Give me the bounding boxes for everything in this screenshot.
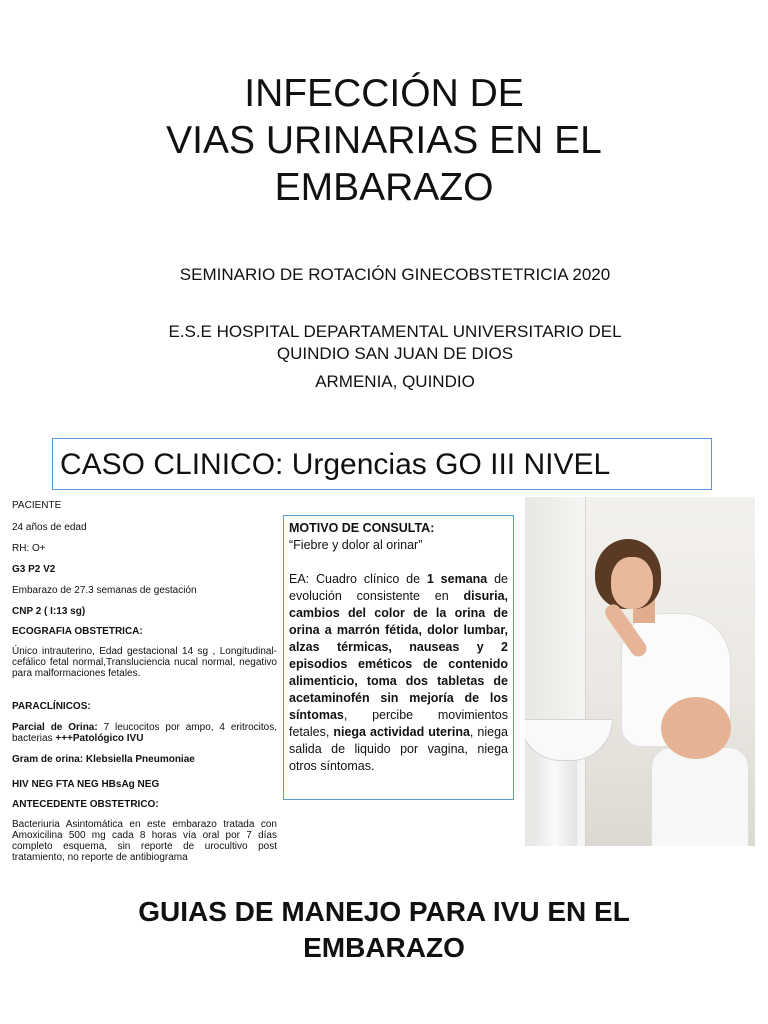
patient-photo [525, 497, 755, 846]
ea-symptoms: disuria, cambios del color de la orina de orina a marrón fétida, dolor lumbar, alzas térmicas, nauseas y 2 episodios eméticos de contenido alimenticio, toma dos tabletas de acetaminofén sin mejoría de los síntomas [289, 589, 508, 722]
photo-face [611, 557, 653, 609]
consult-body [289, 571, 508, 775]
ea-text-3: , percibe movimientos fetales, [289, 708, 508, 739]
ea-duration: 1 semana [426, 572, 488, 586]
eco-text: Único intrauterino, Edad gestacional 14 sg , Longitudinal-cefálico fetal normal,Transluciencia nucal normal, negativo para malformaciones fetales. [12, 646, 277, 679]
hospital-name [0, 321, 768, 365]
antecedent-text: Bacteriuria Asintomática en este embarazo tratada con Amoxicilina 500 mg cada 8 horas vía oral por 7 días completo esquema, sin reporte de urocultivo post tratamiento, no reporte de antibiograma [12, 819, 277, 863]
case-title: CASO CLINICO: Urgencias GO III NIVEL [60, 448, 611, 481]
ea-uterine: niega actividad uterina [333, 725, 470, 739]
hospital-line-1: E.S.E HOSPITAL DEPARTAMENTAL UNIVERSITARIO DEL [168, 322, 622, 341]
urinalysis-text [12, 722, 277, 744]
title-line-1: INFECCIÓN DE [244, 72, 524, 115]
consult-spacer [289, 554, 508, 571]
urinalysis-values: 7 leucocitos por ampo, 4 eritrocitos, bacterias [12, 722, 277, 744]
ea-text-2: de evolución consistente en [289, 572, 508, 603]
photo-belly [661, 697, 731, 759]
photo-sink-pedestal [533, 755, 577, 846]
patient-age: 24 años de edad [12, 522, 87, 533]
antecedent-heading: ANTECEDENTE OBSTETRICO: [12, 799, 159, 810]
photo-sink-bowl [525, 719, 613, 761]
paraclinics-heading: PARACLÍNICOS: [12, 701, 91, 712]
seminar-subtitle: SEMINARIO DE ROTACIÓN GINECOBSTETRICIA 2020 [179, 265, 611, 284]
urinalysis-result: +++Patológico IVU [55, 733, 144, 744]
consult-box [283, 515, 514, 800]
document-title [0, 70, 768, 211]
guide-heading [0, 894, 768, 966]
gram-result: Gram de orina: Klebsiella Pneumoniae [12, 754, 195, 765]
consult-heading: MOTIVO DE CONSULTA: [289, 521, 435, 535]
hospital-city: ARMENIA, QUINDIO [315, 372, 475, 391]
ea-text-4: , niega salida de liquido por vagina, niega otros síntomas. [289, 725, 509, 773]
ea-intro: EA: Cuadro clínico de [289, 572, 427, 586]
guide-heading-line-2: EMBARAZO [303, 932, 465, 963]
hospital-line-2: QUINDIO SAN JUAN DE DIOS [276, 344, 514, 363]
patient-heading: PACIENTE [12, 500, 62, 511]
guide-heading-line-1: GUIAS DE MANEJO PARA IVU EN EL [138, 896, 630, 927]
urinalysis-label: Parcial de Orina: [12, 722, 98, 733]
serology-result: HIV NEG FTA NEG HBsAg NEG [12, 779, 160, 790]
patient-pregnancy: Embarazo de 27.3 semanas de gestación [12, 585, 197, 596]
eco-heading: ECOGRAFIA OBSTETRICA: [12, 626, 143, 637]
title-line-3: EMBARAZO [274, 166, 494, 209]
consult-quote: “Fiebre y dolor al orinar” [289, 538, 423, 552]
title-line-2: VIAS URINARIAS EN EL [166, 119, 602, 162]
patient-gpv: G3 P2 V2 [12, 564, 56, 575]
photo-pants [651, 747, 749, 846]
patient-rh: RH: O+ [12, 543, 46, 554]
patient-cnp: CNP 2 ( I:13 sg) [12, 606, 86, 617]
